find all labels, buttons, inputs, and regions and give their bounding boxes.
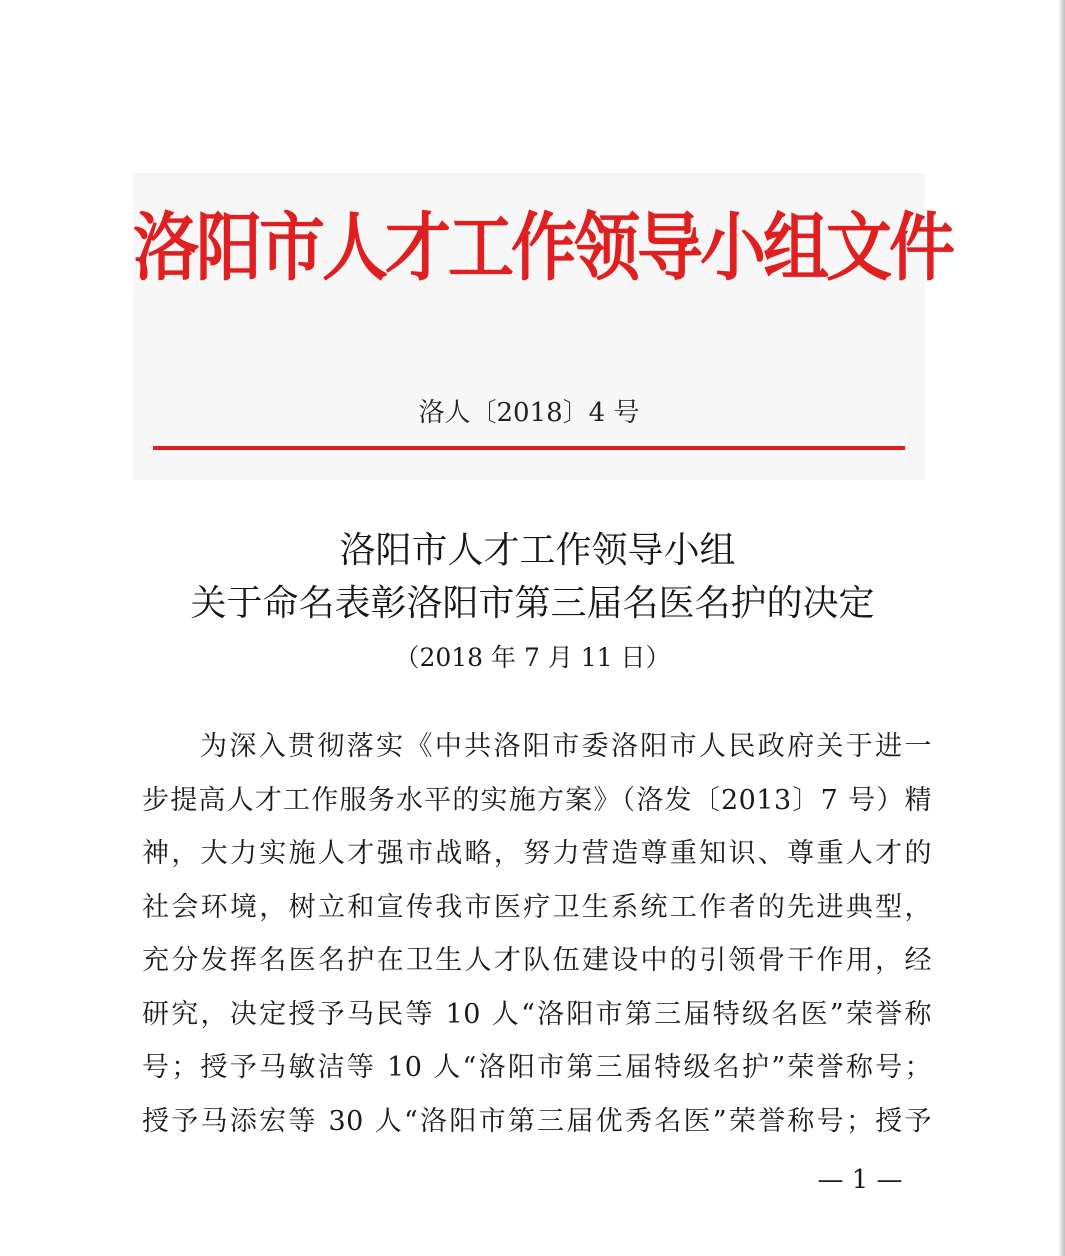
body-paragraph-line: 为深入贯彻落实《中共洛阳市委洛阳市人民政府关于进一 xyxy=(200,731,932,762)
body-paragraph-line: 号；授予马敏洁等 10 人“洛阳市第三届特级名护”荣誉称号； xyxy=(142,1052,932,1083)
body-paragraph-line: 充分发挥名医名护在卫生人才队伍建设中的引领骨干作用，经 xyxy=(142,945,932,976)
red-head-title: 洛阳市人才工作领导小组文件 xyxy=(133,203,952,292)
document-date: （2018 年 7 月 11 日） xyxy=(394,643,671,672)
red-separator-line xyxy=(153,446,905,450)
document-title-line-2: 关于命名表彰洛阳市第三届名医名护的决定 xyxy=(190,583,875,624)
document-title-line-1: 洛阳市人才工作领导小组 xyxy=(339,530,736,571)
page-edge-shadow xyxy=(1058,0,1065,1256)
body-paragraph-line: 授予马添宏等 30 人“洛阳市第三届优秀名医”荣誉称号；授予 xyxy=(142,1106,932,1137)
body-paragraph-line: 神，大力实施人才强市战略，努力营造尊重知识、尊重人才的 xyxy=(142,838,932,869)
body-paragraph-line: 研究，决定授予马民等 10 人“洛阳市第三届特级名医”荣誉称 xyxy=(142,999,932,1030)
body-paragraph-line: 步提高人才工作服务水平的实施方案》（洛发〔2013〕7 号）精 xyxy=(142,785,932,816)
page-number: — 1 — xyxy=(817,1165,903,1195)
body-paragraph-line: 社会环境，树立和宣传我市医疗卫生系统工作者的先进典型， xyxy=(142,892,932,923)
document-number: 洛人〔2018〕4 号 xyxy=(418,398,640,428)
